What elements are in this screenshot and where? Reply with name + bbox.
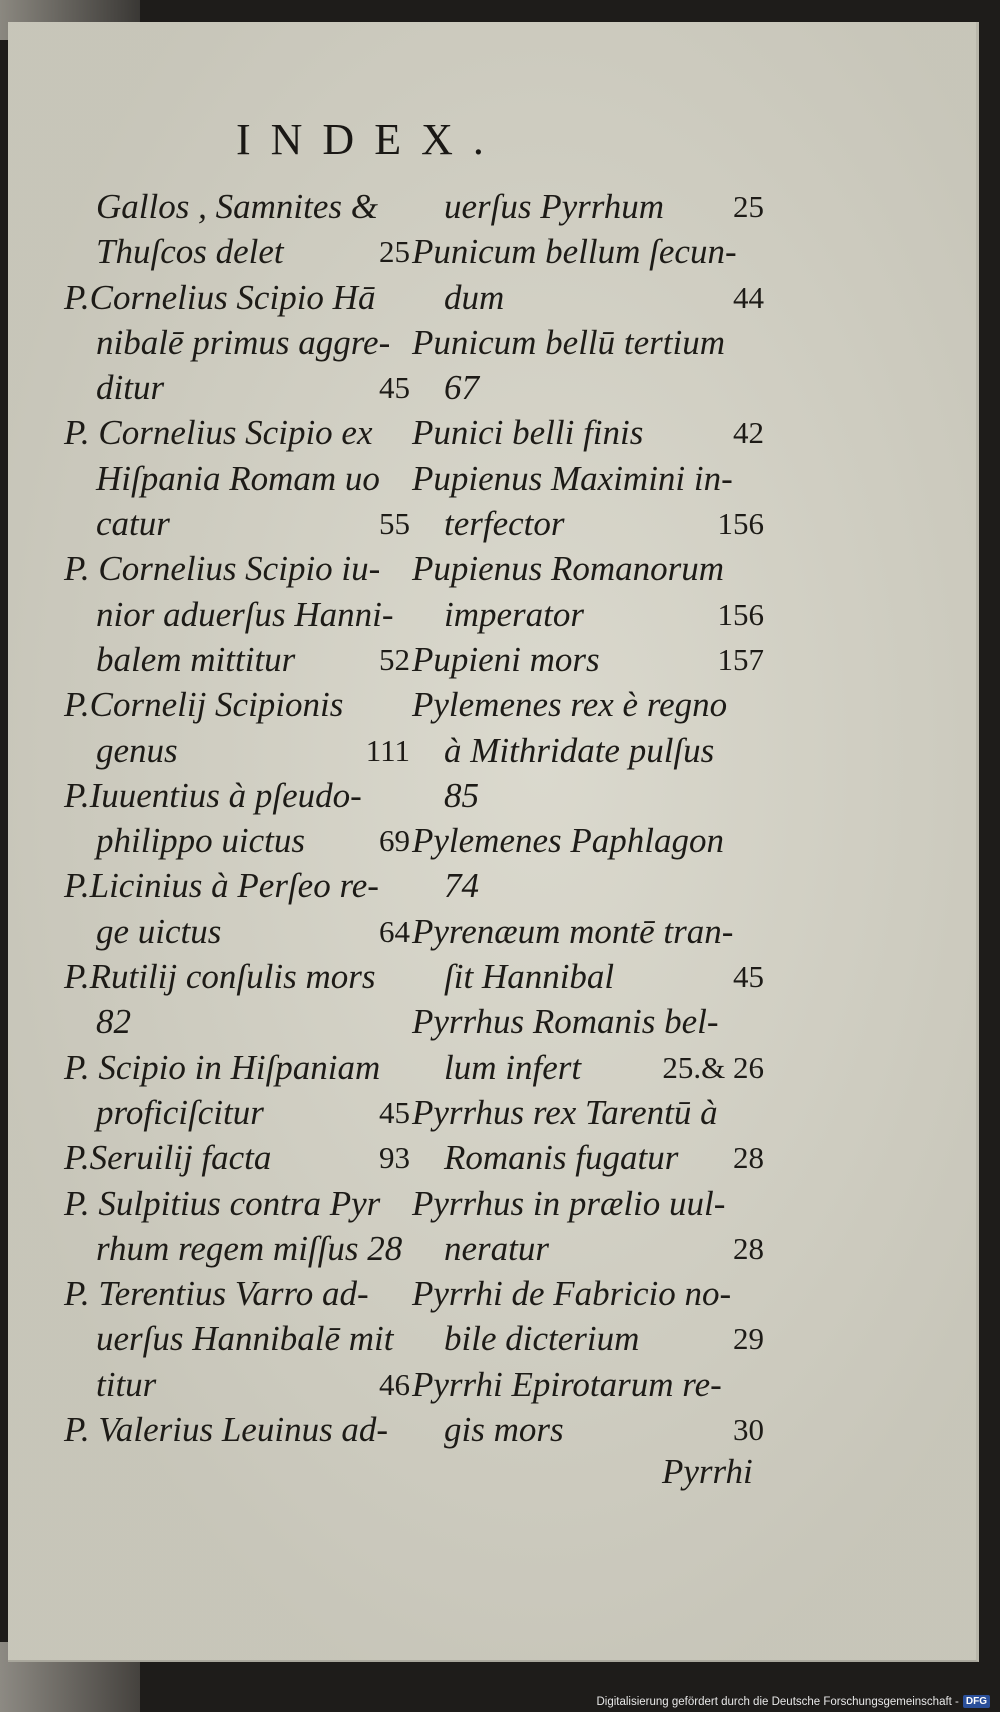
index-entry-text: uerſus Hannibalē mit <box>96 1319 394 1359</box>
index-entry-text: Pupienus Romanorum <box>412 549 725 589</box>
index-entry-text: Pyrrhus in prælio uul- <box>412 1183 726 1223</box>
index-line <box>412 1090 764 1135</box>
index-entry-text: Punicum bellum ſecun- <box>412 232 737 272</box>
index-entry-text: Pyrenæum montē tran- <box>412 911 734 951</box>
index-line <box>412 184 764 229</box>
index-entry-text: Pylemenes rex è regno <box>412 685 728 725</box>
index-entry-text: dum <box>444 277 505 317</box>
index-entry-text: Punici belli finis <box>412 413 644 453</box>
index-line <box>412 1226 764 1271</box>
index-page-number: 157 <box>717 641 764 677</box>
index-line <box>412 818 764 863</box>
index-line <box>412 682 764 727</box>
index-entry-text: nior aduerſus Hanni- <box>96 594 394 634</box>
index-entry-text: terfector <box>444 504 565 544</box>
index-line <box>412 773 764 818</box>
index-line <box>412 1362 764 1407</box>
index-entry-text: 82 <box>96 1002 131 1042</box>
index-line <box>64 682 410 727</box>
index-line <box>412 999 764 1044</box>
index-line <box>412 592 764 637</box>
index-line <box>64 229 410 274</box>
index-entry-text: Pupieni mors <box>412 639 600 679</box>
index-line <box>412 320 764 365</box>
index-page-number: 46 <box>379 1366 410 1402</box>
index-line <box>64 320 410 365</box>
index-line <box>412 1316 764 1361</box>
index-page-number: 25.& 26 <box>662 1049 764 1085</box>
index-entry-text: imperator <box>444 594 584 634</box>
footer-credit: Digitalisierung gefördert durch die Deutsche Forschungsgemeinschaft - <box>596 1695 959 1708</box>
index-page-number: 64 <box>379 913 410 949</box>
index-entry-text: Pylemenes Paphlagon <box>412 821 724 861</box>
index-line <box>64 1226 410 1271</box>
index-entry-text: lum infert <box>444 1047 582 1087</box>
dfg-logo: DFG <box>963 1695 990 1708</box>
index-entry-text: titur <box>96 1364 157 1404</box>
index-entry-text: Pyrrhi de Fabricio no- <box>412 1274 732 1314</box>
index-line <box>412 275 764 320</box>
index-entry-text: 74 <box>444 866 479 906</box>
index-entry-text: balem mittitur <box>96 639 296 679</box>
index-entry-text: Romanis fugatur <box>444 1138 679 1178</box>
index-line <box>412 456 764 501</box>
index-line <box>64 773 410 818</box>
index-entry-text: bile dicterium <box>444 1319 640 1359</box>
index-line <box>412 546 764 591</box>
index-entry-text: P. Terentius Varro ad- <box>64 1274 369 1314</box>
index-entry-text: Gallos , Samnites & <box>96 187 378 226</box>
index-entry-text: nibalē primus aggre- <box>96 322 391 362</box>
index-line <box>64 365 410 410</box>
index-line <box>64 501 410 546</box>
index-entry-text: proficiſcitur <box>96 1092 264 1132</box>
index-line <box>412 501 764 546</box>
index-page-number: 45 <box>379 1094 410 1130</box>
index-line <box>412 909 764 954</box>
index-page-number: 156 <box>717 596 764 632</box>
index-line <box>412 1407 764 1452</box>
index-page-number: 52 <box>379 641 410 677</box>
index-entry-text: neratur <box>444 1228 549 1268</box>
index-page-number: 28 <box>733 1140 764 1176</box>
index-entry-text: Hiſpania Romam uo <box>96 458 380 498</box>
index-entry-text: Pyrrhus rex Tarentū à <box>412 1092 718 1132</box>
index-line <box>412 637 764 682</box>
index-line <box>64 999 410 1044</box>
index-line <box>64 1362 410 1407</box>
index-line <box>64 184 410 229</box>
index-page-number: 111 <box>365 732 410 768</box>
index-page-number: 45 <box>733 959 764 995</box>
index-entry-text: P.Cornelius Scipio Hā <box>64 277 376 317</box>
running-title: INDEX. <box>236 115 504 164</box>
index-line <box>412 863 764 908</box>
index-entry-text: gis mors <box>444 1410 564 1450</box>
index-line <box>64 818 410 863</box>
index-entry-text: P.Seruilij facta <box>64 1138 272 1178</box>
index-line <box>412 954 764 999</box>
index-entry-text: catur <box>96 504 170 544</box>
index-page-number: 25 <box>733 189 764 224</box>
index-page-number: 25 <box>379 234 410 270</box>
index-page-number: 45 <box>379 370 410 406</box>
index-page-number: 93 <box>379 1140 410 1176</box>
index-entry-text: P.Iuuentius à pſeudo- <box>64 775 362 815</box>
index-entry-text: P. Valerius Leuinus ad- <box>64 1410 389 1450</box>
index-column-left <box>64 184 410 1452</box>
index-line <box>64 637 410 682</box>
index-line <box>64 546 410 591</box>
book-page <box>8 22 979 1662</box>
index-line <box>412 229 764 274</box>
index-page-number: 69 <box>379 823 410 859</box>
index-line <box>64 1135 410 1180</box>
index-page-number: 29 <box>733 1321 764 1357</box>
index-line <box>64 275 410 320</box>
digitization-footer <box>596 1695 990 1708</box>
index-column-right <box>412 184 764 1452</box>
index-entry-text: philippo uictus <box>96 821 306 861</box>
index-line <box>412 728 764 773</box>
index-line <box>64 1316 410 1361</box>
index-line <box>64 1045 410 1090</box>
index-entry-text: P. Scipio in Hiſpaniam <box>64 1047 381 1087</box>
index-line <box>412 1181 764 1226</box>
index-entry-text: Punicum bellū tertium <box>412 322 726 362</box>
index-entry-text: P. Sulpitius contra Pyr <box>64 1183 381 1223</box>
index-page-number: 44 <box>733 279 764 315</box>
index-line <box>64 456 410 501</box>
index-entry-text: rhum regem miſſus 28 <box>96 1228 403 1268</box>
index-entry-text: P.Rutilij conſulis mors <box>64 957 376 997</box>
index-line <box>64 1271 410 1316</box>
index-entry-text: P.Cornelij Scipionis <box>64 685 344 725</box>
index-line <box>412 1271 764 1316</box>
index-line <box>64 1090 410 1135</box>
index-page-number: 28 <box>733 1230 764 1266</box>
index-page-number: 30 <box>733 1412 764 1448</box>
index-entry-text: uerſus Pyrrhum <box>444 187 665 226</box>
index-entry-text: Thuſcos delet <box>96 232 284 272</box>
index-entry-text: Pyrrhus Romanis bel- <box>412 1002 719 1042</box>
index-entry-text: ſit Hannibal <box>444 957 615 997</box>
index-page-number: 42 <box>733 415 764 451</box>
index-entry-text: 67 <box>444 368 479 408</box>
index-entry-text: P. Cornelius Scipio ex <box>64 413 373 453</box>
index-line <box>64 909 410 954</box>
index-line <box>412 1045 764 1090</box>
index-entry-text: Pyrrhi Epirotarum re- <box>412 1364 722 1404</box>
catchword: Pyrrhi <box>662 1452 753 1491</box>
index-entry-text: à Mithridate pulſus <box>444 730 715 770</box>
index-line <box>64 1181 410 1226</box>
index-line <box>412 1135 764 1180</box>
index-entry-text: genus <box>96 730 178 770</box>
index-entry-text: Pupienus Maximini in- <box>412 458 733 498</box>
index-entry-text: 85 <box>444 775 479 815</box>
index-line <box>64 954 410 999</box>
index-line <box>64 728 410 773</box>
index-line <box>64 863 410 908</box>
index-entry-text: ge uictus <box>96 911 222 951</box>
index-line <box>412 365 764 410</box>
index-page-number: 156 <box>717 506 764 542</box>
index-entry-text: P.Licinius à Perſeo re- <box>64 866 379 906</box>
index-entry-text: ditur <box>96 368 165 408</box>
index-line <box>64 1407 410 1452</box>
index-page-number: 55 <box>379 506 410 542</box>
index-entry-text: P. Cornelius Scipio iu- <box>64 549 381 589</box>
index-line <box>412 410 764 455</box>
index-line <box>64 410 410 455</box>
index-line <box>64 592 410 637</box>
